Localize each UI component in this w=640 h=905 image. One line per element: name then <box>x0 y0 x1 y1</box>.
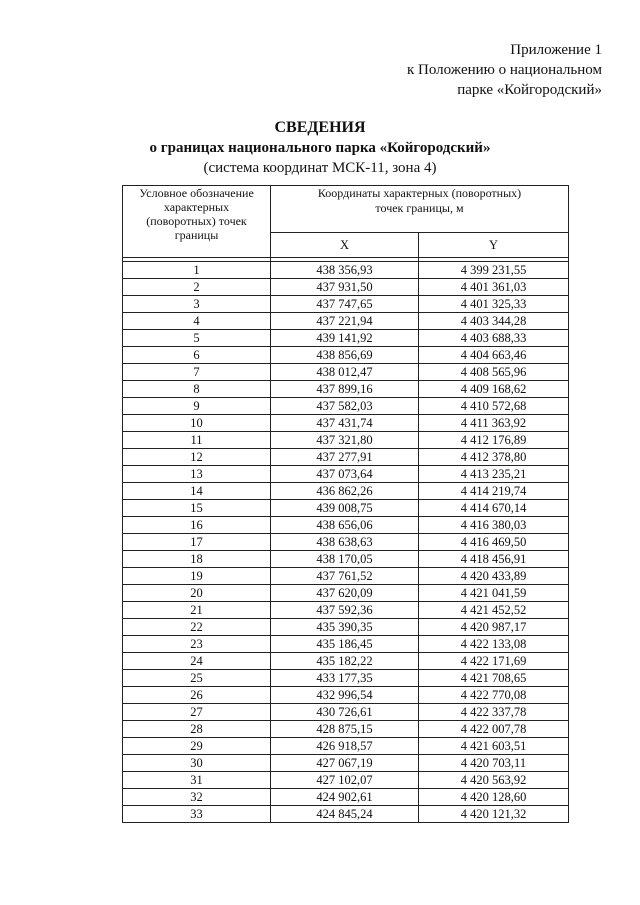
header-line: Координаты характерных (поворотных) <box>317 186 522 200</box>
header-line: границы <box>174 228 219 242</box>
point-number-cell: 11 <box>123 432 271 449</box>
table-row <box>123 738 569 755</box>
table-row <box>123 415 569 432</box>
coordinates-column-header <box>271 186 569 233</box>
y-coordinate-cell: 4 414 670,14 <box>419 500 569 517</box>
x-coordinate-cell: 438 856,69 <box>271 347 419 364</box>
document-heading <box>0 118 640 178</box>
table-row <box>123 364 569 381</box>
x-coordinate-cell: 438 356,93 <box>271 262 419 279</box>
table-row <box>123 398 569 415</box>
point-number-cell: 17 <box>123 534 271 551</box>
x-coordinate-cell: 437 073,64 <box>271 466 419 483</box>
table-row <box>123 721 569 738</box>
x-coordinate-cell: 427 067,19 <box>271 755 419 772</box>
document-title: СВЕДЕНИЯ <box>274 119 366 136</box>
point-number-cell: 14 <box>123 483 271 500</box>
y-coordinate-cell: 4 404 663,46 <box>419 347 569 364</box>
point-number-cell: 1 <box>123 262 271 279</box>
point-number-cell: 32 <box>123 789 271 806</box>
x-coordinate-cell: 432 996,54 <box>271 687 419 704</box>
point-number-cell: 24 <box>123 653 271 670</box>
point-number-cell: 8 <box>123 381 271 398</box>
table-row <box>123 262 569 279</box>
y-coordinate-cell: 4 418 456,91 <box>419 551 569 568</box>
appendix-line: парке «Койгородский» <box>457 82 602 98</box>
table-row <box>123 449 569 466</box>
header-line: характерных <box>163 200 230 214</box>
x-coordinate-cell: 436 862,26 <box>271 483 419 500</box>
y-coordinate-cell: 4 422 171,69 <box>419 653 569 670</box>
y-coordinate-cell: 4 412 378,80 <box>419 449 569 466</box>
x-coordinate-cell: 439 141,92 <box>271 330 419 347</box>
y-coordinate-cell: 4 413 235,21 <box>419 466 569 483</box>
table-row <box>123 602 569 619</box>
point-number-cell: 12 <box>123 449 271 466</box>
x-coordinate-cell: 435 186,45 <box>271 636 419 653</box>
table-row <box>123 313 569 330</box>
point-number-cell: 21 <box>123 602 271 619</box>
x-coordinate-cell: 437 899,16 <box>271 381 419 398</box>
table-row <box>123 687 569 704</box>
y-coordinate-cell: 4 411 363,92 <box>419 415 569 432</box>
table-row <box>123 636 569 653</box>
document-subtitle: о границах национального парка «Койгородский» <box>149 140 491 156</box>
point-number-cell: 18 <box>123 551 271 568</box>
table-row <box>123 806 569 823</box>
table-row <box>123 551 569 568</box>
x-coordinate-cell: 437 431,74 <box>271 415 419 432</box>
table-row <box>123 330 569 347</box>
point-number-cell: 6 <box>123 347 271 364</box>
x-coordinate-cell: 427 102,07 <box>271 772 419 789</box>
table-row <box>123 789 569 806</box>
point-number-cell: 4 <box>123 313 271 330</box>
x-coordinate-cell: 424 902,61 <box>271 789 419 806</box>
header-line: (поворотных) точек <box>146 214 247 228</box>
point-number-cell: 30 <box>123 755 271 772</box>
y-coordinate-cell: 4 421 041,59 <box>419 585 569 602</box>
point-number-cell: 10 <box>123 415 271 432</box>
table-row <box>123 670 569 687</box>
point-number-cell: 23 <box>123 636 271 653</box>
point-number-cell: 19 <box>123 568 271 585</box>
point-number-cell: 15 <box>123 500 271 517</box>
table-row <box>123 279 569 296</box>
point-number-cell: 22 <box>123 619 271 636</box>
table-row <box>123 466 569 483</box>
point-number-cell: 5 <box>123 330 271 347</box>
x-coordinate-cell: 435 182,22 <box>271 653 419 670</box>
point-number-cell: 31 <box>123 772 271 789</box>
x-coordinate-cell: 424 845,24 <box>271 806 419 823</box>
y-coordinate-cell: 4 421 452,52 <box>419 602 569 619</box>
point-column-header <box>123 186 271 258</box>
appendix-line: Приложение 1 <box>510 42 602 58</box>
table-header <box>123 186 569 262</box>
point-number-cell: 28 <box>123 721 271 738</box>
y-coordinate-cell: 4 410 572,68 <box>419 398 569 415</box>
table-row <box>123 653 569 670</box>
x-coordinate-cell: 437 931,50 <box>271 279 419 296</box>
x-coordinate-cell: 426 918,57 <box>271 738 419 755</box>
y-coordinate-cell: 4 414 219,74 <box>419 483 569 500</box>
x-coordinate-cell: 438 012,47 <box>271 364 419 381</box>
point-number-cell: 9 <box>123 398 271 415</box>
y-coordinate-cell: 4 416 469,50 <box>419 534 569 551</box>
table-row <box>123 534 569 551</box>
x-coordinate-cell: 437 592,36 <box>271 602 419 619</box>
table-row <box>123 500 569 517</box>
table-row <box>123 381 569 398</box>
y-coordinate-cell: 4 421 603,51 <box>419 738 569 755</box>
x-coordinate-cell: 437 761,52 <box>271 568 419 585</box>
table-row <box>123 585 569 602</box>
point-number-cell: 33 <box>123 806 271 823</box>
point-number-cell: 13 <box>123 466 271 483</box>
y-coordinate-cell: 4 420 563,92 <box>419 772 569 789</box>
y-coordinate-cell: 4 403 688,33 <box>419 330 569 347</box>
y-coordinate-cell: 4 416 380,03 <box>419 517 569 534</box>
x-coordinate-cell: 435 390,35 <box>271 619 419 636</box>
y-coordinate-cell: 4 422 770,08 <box>419 687 569 704</box>
table-row <box>123 296 569 313</box>
point-number-cell: 27 <box>123 704 271 721</box>
header-line: Условное обозначение <box>139 186 254 200</box>
table-row <box>123 704 569 721</box>
y-coordinate-cell: 4 421 708,65 <box>419 670 569 687</box>
x-coordinate-cell: 438 638,63 <box>271 534 419 551</box>
x-coordinate-cell: 437 321,80 <box>271 432 419 449</box>
header-line: точек границы, м <box>375 201 464 215</box>
table-row <box>123 483 569 500</box>
point-number-cell: 25 <box>123 670 271 687</box>
y-coordinate-cell: 4 422 007,78 <box>419 721 569 738</box>
point-number-cell: 20 <box>123 585 271 602</box>
x-coordinate-cell: 437 277,91 <box>271 449 419 466</box>
x-coordinate-cell: 437 221,94 <box>271 313 419 330</box>
y-coordinate-cell: 4 401 325,33 <box>419 296 569 313</box>
y-coordinate-cell: 4 420 128,60 <box>419 789 569 806</box>
x-coordinate-cell: 433 177,35 <box>271 670 419 687</box>
y-coordinate-cell: 4 420 433,89 <box>419 568 569 585</box>
y-coordinate-cell: 4 420 703,11 <box>419 755 569 772</box>
point-number-cell: 29 <box>123 738 271 755</box>
x-coordinate-cell: 430 726,61 <box>271 704 419 721</box>
y-coordinate-cell: 4 422 133,08 <box>419 636 569 653</box>
y-coordinate-cell: 4 408 565,96 <box>419 364 569 381</box>
table-row <box>123 755 569 772</box>
x-coordinate-cell: 437 582,03 <box>271 398 419 415</box>
point-number-cell: 3 <box>123 296 271 313</box>
y-column-header: Y <box>419 233 569 258</box>
point-number-cell: 26 <box>123 687 271 704</box>
appendix-line: к Положению о национальном <box>407 62 602 78</box>
y-coordinate-cell: 4 399 231,55 <box>419 262 569 279</box>
point-number-cell: 7 <box>123 364 271 381</box>
x-coordinate-cell: 438 170,05 <box>271 551 419 568</box>
y-coordinate-cell: 4 422 337,78 <box>419 704 569 721</box>
point-number-cell: 16 <box>123 517 271 534</box>
y-coordinate-cell: 4 401 361,03 <box>419 279 569 296</box>
table-row <box>123 619 569 636</box>
x-coordinate-cell: 437 620,09 <box>271 585 419 602</box>
x-coordinate-cell: 437 747,65 <box>271 296 419 313</box>
coordinates-table <box>122 185 569 823</box>
appendix-reference <box>407 40 602 100</box>
y-coordinate-cell: 4 403 344,28 <box>419 313 569 330</box>
y-coordinate-cell: 4 420 987,17 <box>419 619 569 636</box>
x-coordinate-cell: 438 656,06 <box>271 517 419 534</box>
x-coordinate-cell: 439 008,75 <box>271 500 419 517</box>
x-column-header: X <box>271 233 419 258</box>
coordinate-system: (система координат МСК-11, зона 4) <box>203 160 437 176</box>
table-row <box>123 432 569 449</box>
y-coordinate-cell: 4 409 168,62 <box>419 381 569 398</box>
table-row <box>123 517 569 534</box>
y-coordinate-cell: 4 420 121,32 <box>419 806 569 823</box>
x-coordinate-cell: 428 875,15 <box>271 721 419 738</box>
table-row <box>123 347 569 364</box>
table-row <box>123 568 569 585</box>
table-body <box>123 262 569 823</box>
y-coordinate-cell: 4 412 176,89 <box>419 432 569 449</box>
point-number-cell: 2 <box>123 279 271 296</box>
table-row <box>123 772 569 789</box>
